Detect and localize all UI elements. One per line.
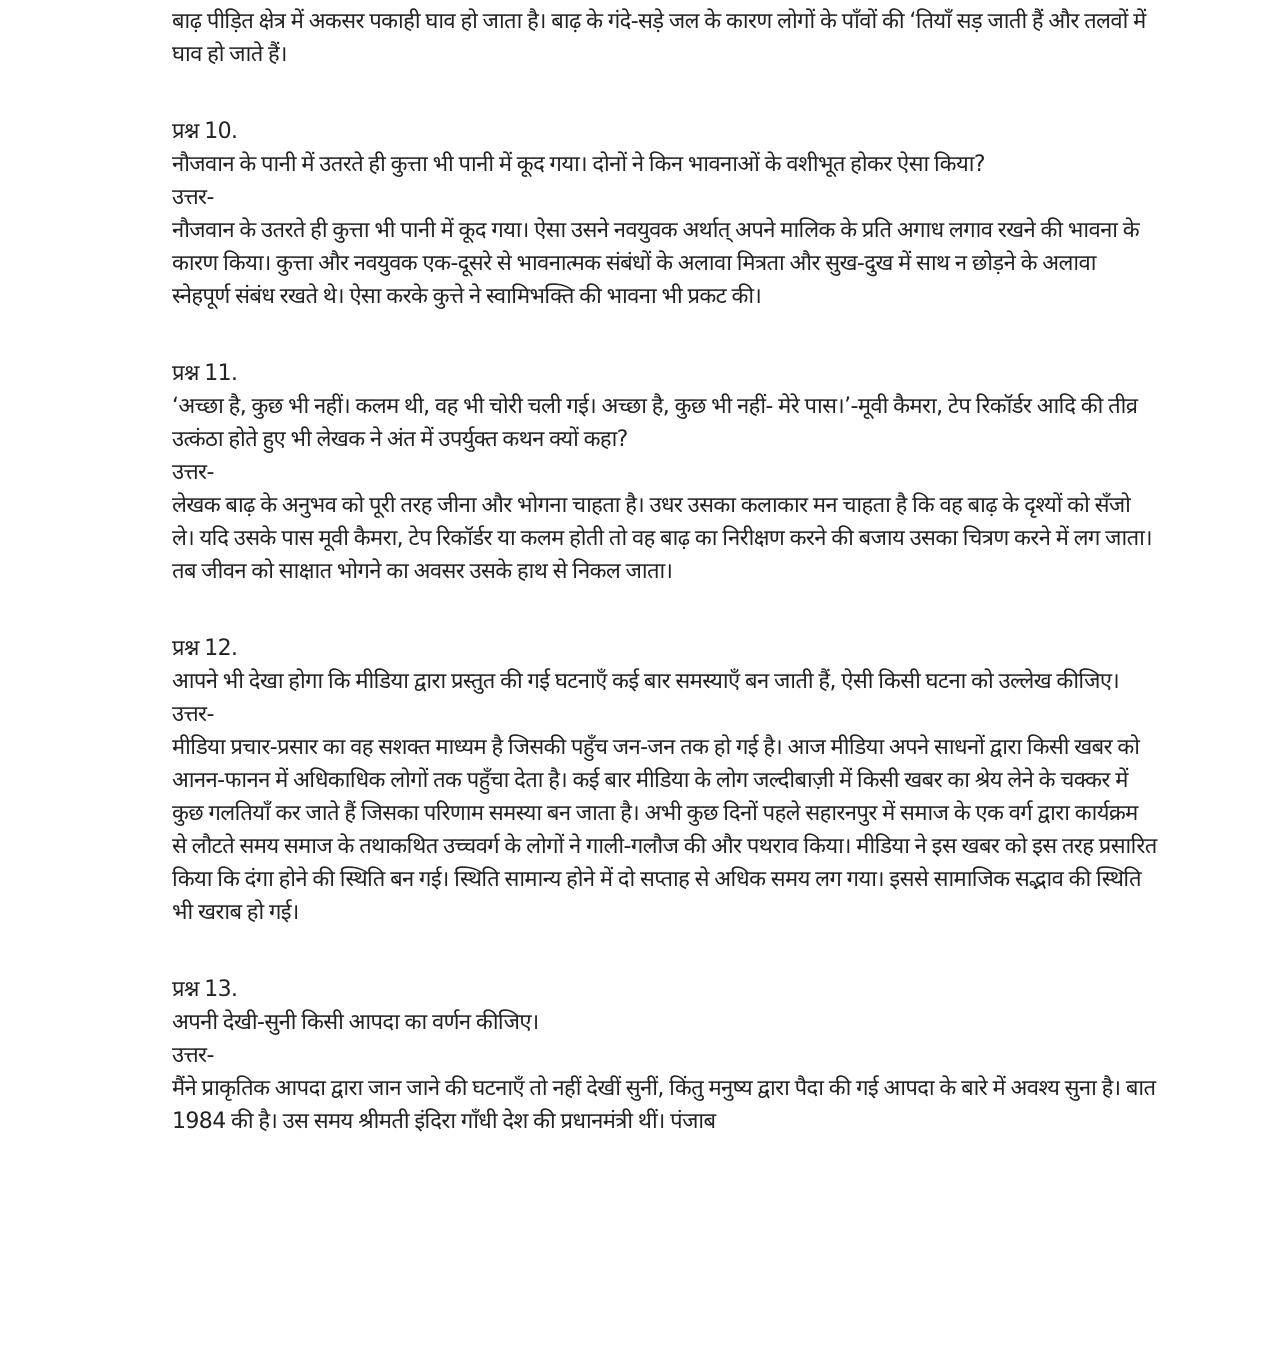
- question-number: प्रश्न 13.: [172, 977, 238, 1002]
- answer-label: उत्तर-: [172, 702, 214, 727]
- question-text: आपने भी देखा होगा कि मीडिया द्वारा प्रस्तुत की गई घटनाएँ कई बार समस्याएँ बन जाती हैं, ऐसी किसी घटना को उल्लेख कीजिए।: [172, 669, 1120, 694]
- answer-text: मैंने प्राकृतिक आपदा द्वारा जान जाने की घटनाएँ तो नहीं देखीं सुनीं, किंतु मनुष्य द्वारा पैदा की गई आपदा के बारे में अवश्य सुना है। बात 1984 की है। उस समय श्रीमती इंदिरा गाँधी देश की प्रधानमंत्री थीं। पंजाब: [172, 1076, 1156, 1134]
- answer-label: उत्तर-: [172, 1043, 214, 1068]
- answer-text: मीडिया प्रचार-प्रसार का वह सशक्त माध्यम है जिसकी पहुँच जन-जन तक हो गई है। आज मीडिया अपने साधनों द्वारा किसी खबर को आनन-फानन में अधिकाधिक लोगों तक पहुँचा देता है। कई बार मीडिया के लोग जल्दीबाज़ी में किसी खबर का श्रेय लेने के चक्कर में कुछ गलतियाँ कर जाते हैं जिसका परिणाम समस्या बन जाता है। अभी कुछ दिनों पहले सहारनपुर में समाज के एक वर्ग द्वारा कार्यक्रम से लौटते समय समाज के तथाकथित उच्चवर्ग के लोगों ने गाली-गलौज की और पथराव किया। मीडिया ने इस खबर को इस तरह प्रसारित किया कि दंगा होने की स्थिति बन गई। स्थिति सामान्य होने में दो सप्ताह से अधिक समय लग गया। इससे सामाजिक सद्भाव की स्थिति भी खराब हो गई।: [172, 735, 1157, 925]
- answer-text: नौजवान के उतरते ही कुत्ता भी पानी में कूद गया। ऐसा उसने नवयुवक अर्थात् अपने मालिक के प्रति अगाध लगाव रखने की भावना के कारण किया। कुत्ता और नवयुवक एक-दूसरे से भावनात्मक संबंधों के अलावा मित्रता और सुख-दुख में साथ न छोड़ने के अलावा स्नेहपूर्ण संबंध रखते थे। ऐसा करके कुत्ते ने स्वामिभक्ति की भावना भी प्रकट की।: [172, 218, 1140, 309]
- question-number: प्रश्न 12.: [172, 636, 238, 661]
- question-block-13: [172, 973, 1157, 1138]
- question-block-11: [172, 357, 1157, 588]
- question-number: प्रश्न 11.: [172, 361, 238, 386]
- answer-text: लेखक बाढ़ के अनुभव को पूरी तरह जीना और भोगना चाहता है। उधर उसका कलाकार मन चाहता है कि वह बाढ़ के दृश्यों को सँजो ले। यदि उसके पास मूवी कैमरा, टेप रिकॉर्डर या कलम होती तो वह बाढ़ का निरीक्षण करने की बजाय उसका चित्रण करने में लग जाता। तब जीवन को साक्षात भोगने का अवसर उसके हाथ से निकल जाता।: [172, 493, 1152, 584]
- question-block-12: [172, 632, 1157, 929]
- answer-label: उत्तर-: [172, 185, 214, 210]
- question-number: प्रश्न 10.: [172, 119, 238, 144]
- intro-paragraph: बाढ़ पीड़ित क्षेत्र में अकसर पकाही घाव हो जाता है। बाढ़ के गंदे-सड़े जल के कारण लोगों के पाँवों की ‘तियाँ सड़ जाती हैं और तलवों में घाव हो जाते हैं।: [172, 9, 1146, 67]
- document-page: [172, 5, 1157, 1138]
- answer-label: उत्तर-: [172, 460, 214, 485]
- question-text: अपनी देखी-सुनी किसी आपदा का वर्णन कीजिए।: [172, 1010, 539, 1035]
- question-text: नौजवान के पानी में उतरते ही कुत्ता भी पानी में कूद गया। दोनों ने किन भावनाओं के वशीभूत होकर ऐसा किया?: [172, 152, 985, 177]
- question-block-10: [172, 115, 1157, 313]
- question-text: ‘अच्छा है, कुछ भी नहीं। कलम थी, वह भी चोरी चली गई। अच्छा है, कुछ भी नहीं- मेरे पास।’-मूवी कैमरा, टेप रिकॉर्डर आदि की तीव्र उत्कंठा होते हुए भी लेखक ने अंत में उपर्युक्त कथन क्यों कहा?: [172, 394, 1138, 452]
